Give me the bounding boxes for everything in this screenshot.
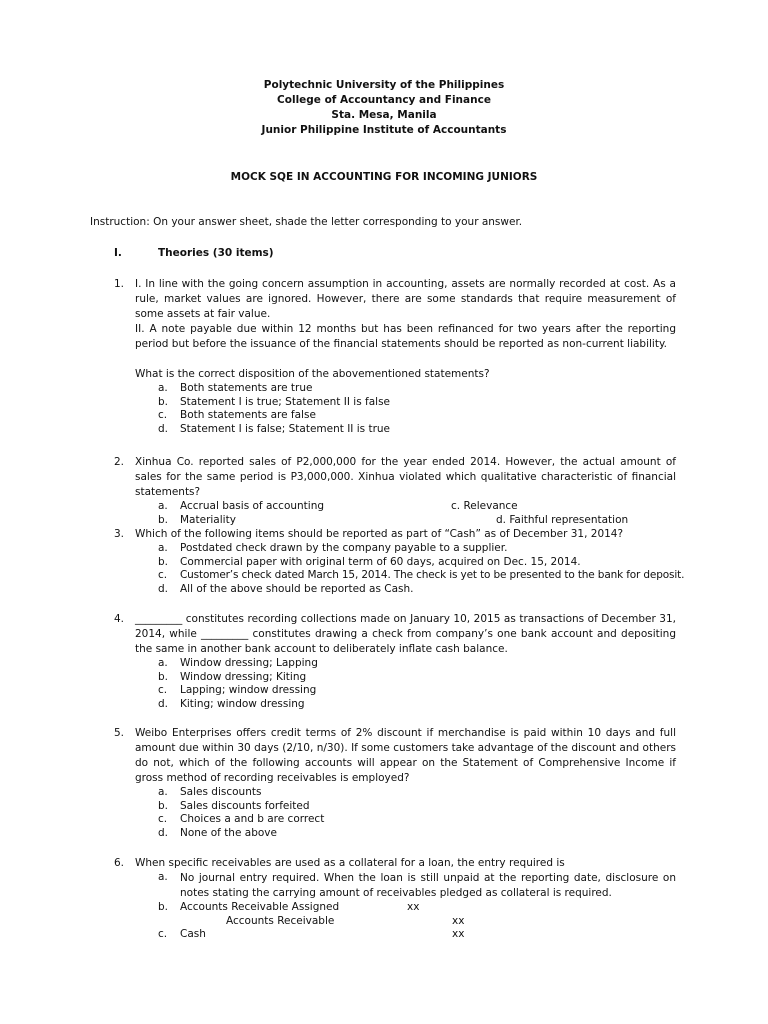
document-header [0,78,768,138]
option-letter: c. [158,684,168,696]
credit-amount: xx [452,914,465,927]
option-text: Sales discounts forfeited [180,799,310,812]
option-c [135,569,685,583]
option-letter: d. [158,582,169,595]
option-row-a-c [135,500,676,514]
option-letter: d. [158,826,169,839]
question-statement-2: II. A note payable due within 12 months but has been refinanced for two years after the reporting period but before the issuance of the financial statements should be reported as non-current liability. [135,323,676,350]
option-c [135,813,676,827]
question-2 [114,455,676,527]
option-letter: c. [158,928,168,940]
option-letter: b. [158,670,169,683]
option-a [135,542,676,556]
question-prompt: What is the correct disposition of the abovementioned statements? [135,368,490,380]
debit-amount: xx [407,901,420,913]
question-6 [114,856,676,942]
option-text: Choices a and b are correct [180,813,325,825]
option-a [135,382,676,396]
university-name: Polytechnic University of the Philippines [263,79,505,91]
option-text: Accrual basis of accounting [180,500,325,512]
option-letter: a. [158,500,168,512]
section-number: I. [114,247,122,259]
option-letter: a. [158,382,168,394]
option-letter: b. [158,395,169,408]
option-letter: b. [158,901,169,913]
question-1 [114,277,676,436]
option-text: Postdated check drawn by the company payable to a supplier. [180,542,508,554]
option-text: Lapping; window dressing [180,684,317,696]
option-b [135,671,676,685]
question-number: 4. [114,613,125,625]
option-text: Statement I is true; Statement II is false [180,395,390,408]
option-letter: a. [158,542,168,554]
option-a [135,786,676,800]
option-text: Window dressing; Lapping [180,657,318,669]
question-number: 1. [114,278,125,290]
question-4 [114,612,676,711]
option-text: None of the above [180,826,277,839]
option-letter: a. [158,657,168,669]
question-number: 6. [114,857,125,869]
option-text: Both statements are true [180,382,313,394]
option-text: Commercial paper with original term of 60 days, acquired on Dec. 15, 2014. [180,555,581,568]
instruction-text: Instruction: On your answer sheet, shade the letter corresponding to your answer. [90,216,523,228]
option-letter: c. [158,409,168,421]
section-name: Theories (30 items) [158,247,274,259]
option-text: Sales discounts [180,786,262,798]
exam-title: MOCK SQE IN ACCOUNTING FOR INCOMING JUNIORS [230,171,538,183]
question-5 [114,726,676,840]
option-row-b-d [135,514,676,528]
location: Sta. Mesa, Manila [331,109,437,121]
option-d [135,423,676,437]
question-text: Which of the following items should be reported as part of “Cash” as of December 31, 2014? [135,528,624,540]
option-b [135,901,676,915]
option-text: All of the above should be reported as Cash. [180,582,414,595]
option-text: No journal entry required. When the loan is still unpaid at the reporting date, disclosure on notes stating the carrying amount of receivables pledged as collateral is required. [180,872,676,899]
option-letter: d. [158,422,169,435]
question-text: _________ constitutes recording collections made on January 10, 2015 as transactions of December 31, 2014, while _________ constitutes drawing a check from company’s one bank account and depositing the same in another bank account to deliberately inflate cash balance. [135,613,676,655]
option-b [135,396,676,410]
option-c [135,409,676,423]
option-letter: c. [158,813,168,825]
question-number: 2. [114,456,125,468]
option-letter: c. [158,569,168,581]
option-d [135,827,676,841]
option-b-credit-line [135,915,676,929]
option-text: Window dressing; Kiting [180,670,307,683]
organization-name: Junior Philippine Institute of Accountants [261,124,507,136]
option-letter: d. [158,697,169,710]
question-3 [114,527,685,596]
cash-amount: xx [452,928,465,940]
college-name: College of Accountancy and Finance [277,94,491,106]
option-letter: b. [158,513,169,526]
credit-account: Accounts Receivable [226,914,335,927]
question-text: Xinhua Co. reported sales of P2,000,000 for the year ended 2014. However, the actual amount of sales for the same period is P3,000,000. Xinhua violated which qualitative characteristic of financial statements? [135,456,676,498]
option-text: Cash [180,928,206,940]
option-text: Statement I is false; Statement II is true [180,422,390,435]
option-text: Materiality [180,513,236,526]
option-letter: a. [158,786,168,798]
question-text: When specific receivables are used as a collateral for a loan, the entry required is [135,857,565,869]
question-statement-1: I. In line with the going concern assumption in accounting, assets are normally recorded at cost. As a rule, market values are ignored. However, there are some standards that require measurement of some assets at fair value. [135,278,676,320]
option-text-d: d. Faithful representation [496,513,629,526]
option-d [135,698,676,712]
option-b [135,556,676,570]
option-a [135,871,676,901]
question-number: 3. [114,528,125,540]
option-text: Customer’s check dated March 15, 2014. The check is yet to be presented to the bank for deposit. [180,569,685,581]
option-text: Accounts Receivable Assigned [180,901,340,913]
option-c [135,928,676,942]
option-b [135,800,676,814]
option-text: Both statements are false [180,409,316,421]
option-c [135,684,676,698]
question-number: 5. [114,727,125,739]
option-text: Kiting; window dressing [180,697,305,710]
question-text: Weibo Enterprises offers credit terms of 2% discount if merchandise is paid within 10 days and full amount due within 30 days (2/10, n/30). If some customers take advantage of the discount and others do not, which of the following accounts will appear on the Statement of Comprehensive Income if gross method of recording receivables is employed? [135,727,676,784]
option-letter: a. [158,871,168,883]
option-letter: b. [158,555,169,568]
option-letter: b. [158,799,169,812]
option-d [135,583,676,597]
option-a [135,657,676,671]
option-text-c: c. Relevance [451,500,518,512]
